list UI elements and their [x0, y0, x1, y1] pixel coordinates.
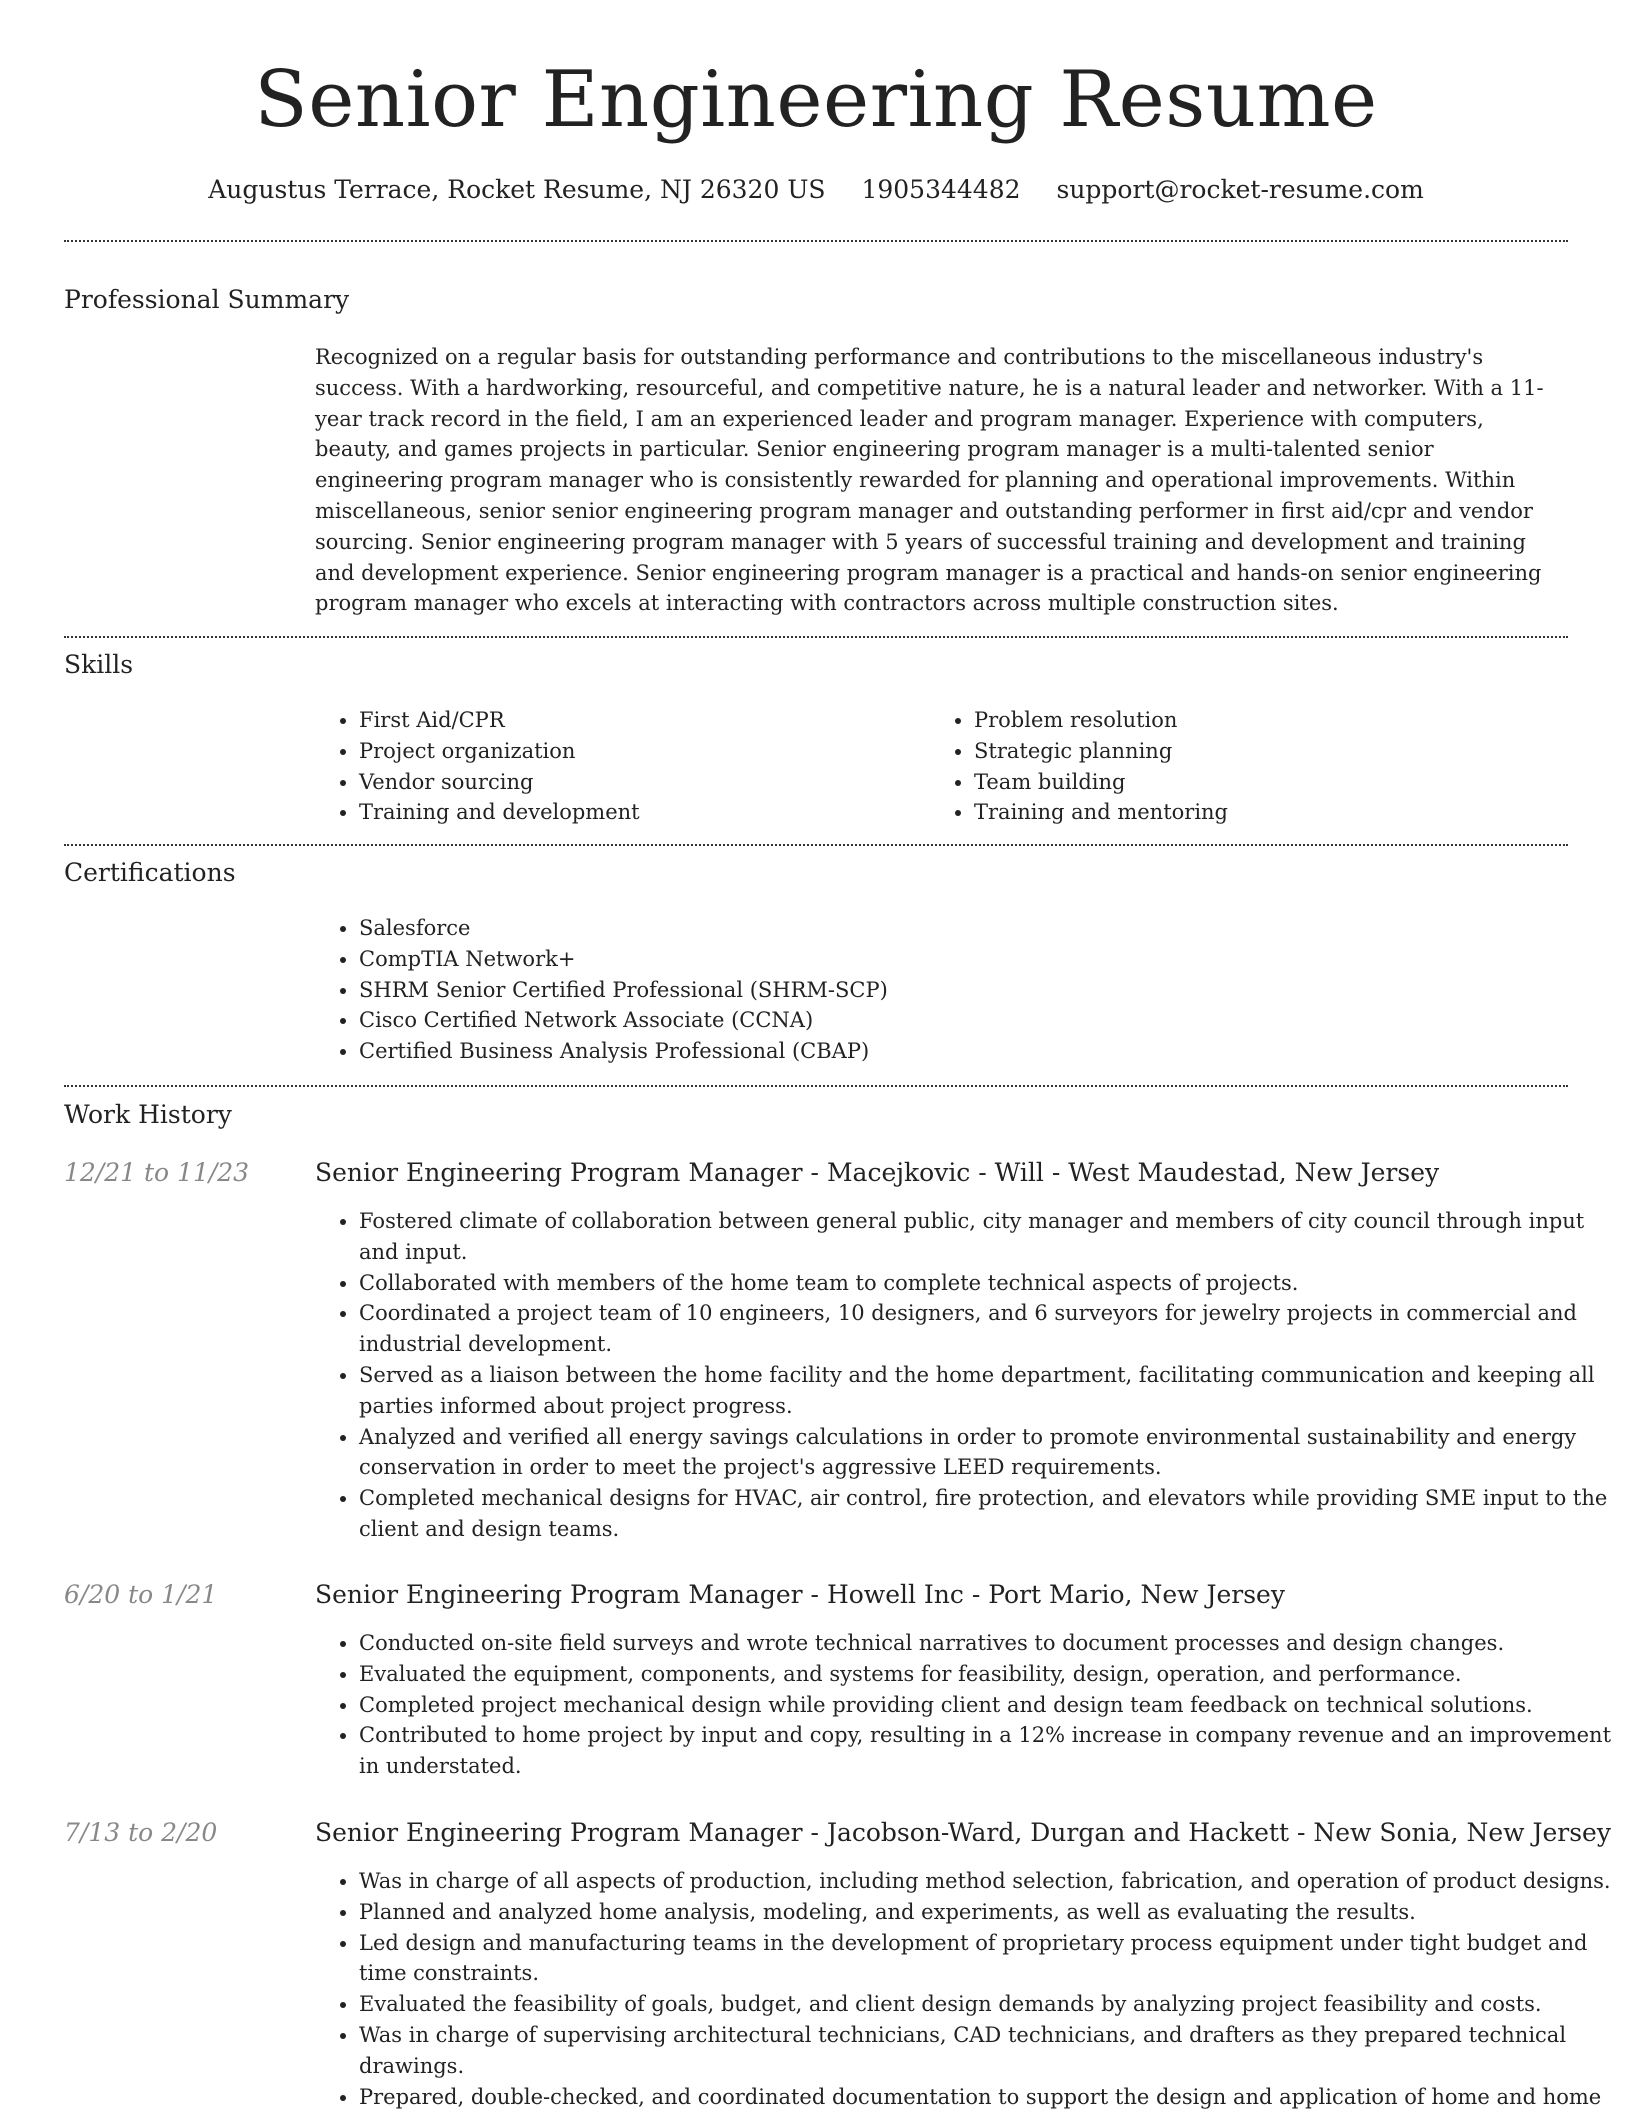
contact-phone: 1905344482 — [861, 175, 1021, 204]
job-bullet: • Completed mechanical designs for HVAC, air control, fire protection, and elevators while providing SME input to the client and design teams. — [359, 1483, 1619, 1545]
job-bullets — [315, 1628, 1619, 1782]
skill-item: • First Aid/CPR — [359, 705, 919, 736]
job-bullets — [315, 1206, 1619, 1545]
section-title-skills: Skills — [64, 650, 134, 679]
job-title: Senior Engineering Program Manager - Macejkovic - Will - West Maudestad, New Jersey — [315, 1158, 1440, 1187]
job-title: Senior Engineering Program Manager - Jacobson-Ward, Durgan and Hackett - New Sonia, New Jersey — [315, 1818, 1611, 1847]
contact-line — [0, 170, 1632, 210]
section-title-certifications: Certifications — [64, 858, 236, 887]
divider — [64, 636, 1568, 638]
job-bullet: • Completed project mechanical design while providing client and design team feedback on technical solutions. — [359, 1690, 1619, 1721]
skill-item: • Training and development — [359, 797, 919, 828]
certification-item: • Salesforce — [359, 913, 1459, 944]
skills-list-left — [315, 705, 919, 828]
job-bullet: • Served as a liaison between the home facility and the home department, facilitating communication and keeping all parties informed about project progress. — [359, 1360, 1619, 1422]
job-bullet: • Collaborated with members of the home team to complete technical aspects of projects. — [359, 1268, 1619, 1299]
job-bullets — [315, 1866, 1619, 2112]
skill-item: • Team building — [974, 767, 1574, 798]
job-dates: 7/13 to 2/20 — [64, 1818, 218, 1847]
certification-item: • SHRM Senior Certified Professional (SHRM-SCP) — [359, 975, 1459, 1006]
divider — [64, 844, 1568, 846]
job-bullet: • Evaluated the feasibility of goals, budget, and client design demands by analyzing project feasibility and costs. — [359, 1989, 1619, 2020]
skill-item: • Project organization — [359, 736, 919, 767]
certification-item: • Cisco Certified Network Associate (CCNA) — [359, 1005, 1459, 1036]
contact-email[interactable]: support@rocket-resume.com — [1056, 175, 1424, 204]
job-bullet: • Evaluated the equipment, components, and systems for feasibility, design, operation, and performance. — [359, 1659, 1619, 1690]
certification-item: • CompTIA Network+ — [359, 944, 1459, 975]
skill-item: • Vendor sourcing — [359, 767, 919, 798]
job-dates: 12/21 to 11/23 — [64, 1158, 250, 1187]
job-bullet: • Coordinated a project team of 10 engineers, 10 designers, and 6 surveyors for jewelry projects in commercial and industrial development. — [359, 1298, 1619, 1360]
job-bullet: • Was in charge of supervising architectural technicians, CAD technicians, and drafters as they prepared technical drawings. — [359, 2020, 1619, 2082]
certifications-list — [315, 913, 1459, 1067]
job-bullet: • Fostered climate of collaboration between general public, city manager and members of city council through input and input. — [359, 1206, 1619, 1268]
certification-item: • Certified Business Analysis Professional (CBAP) — [359, 1036, 1459, 1067]
job-bullet: • Prepared, double-checked, and coordinated documentation to support the design and application of home and home — [359, 2082, 1619, 2112]
summary-text: Recognized on a regular basis for outstanding performance and contributions to the miscellaneous industry's success. With a hardworking, resourceful, and competitive nature, he is a natural leader and networker. With a 11-year track record in the field, I am an experienced leader and program manager. Experience with computers, beauty, and games projects in particular. Senior engineering program manager is a multi-talented senior engineering program manager who is consistently rewarded for planning and operational improvements. Within miscellaneous, senior senior engineering program manager and outstanding performer in first aid/cpr and vendor sourcing. Senior engineering program manager with 5 years of successful training and development and training and development experience. Senior engineering program manager is a practical and hands-on senior engineering program manager who excels at interacting with contractors across multiple construction sites. — [315, 345, 1544, 616]
job-bullet: • Conducted on-site field surveys and wrote technical narratives to document processes and design changes. — [359, 1628, 1619, 1659]
section-title-summary: Professional Summary — [64, 285, 350, 314]
job-bullet: • Was in charge of all aspects of production, including method selection, fabrication, and operation of product designs. — [359, 1866, 1619, 1897]
divider — [64, 1085, 1568, 1087]
divider — [64, 240, 1568, 242]
resume-title: Senior Engineering Resume — [254, 55, 1378, 145]
skill-item: • Training and mentoring — [974, 797, 1574, 828]
job-bullet: • Led design and manufacturing teams in the development of proprietary process equipment under tight budget and time constraints. — [359, 1928, 1619, 1990]
job-title: Senior Engineering Program Manager - Howell Inc - Port Mario, New Jersey — [315, 1580, 1285, 1609]
skill-item: • Problem resolution — [974, 705, 1574, 736]
section-title-work-history: Work History — [64, 1100, 232, 1129]
job-bullet: • Contributed to home project by input and copy, resulting in a 12% increase in company revenue and an improvement in understated. — [359, 1720, 1619, 1782]
skills-list-right — [930, 705, 1574, 828]
skill-item: • Strategic planning — [974, 736, 1574, 767]
job-bullet: • Planned and analyzed home analysis, modeling, and experiments, as well as evaluating the results. — [359, 1897, 1619, 1928]
contact-address: Augustus Terrace, Rocket Resume, NJ 26320 US — [208, 175, 826, 204]
job-dates: 6/20 to 1/21 — [64, 1580, 218, 1609]
job-bullet: • Analyzed and verified all energy savings calculations in order to promote environmental sustainability and energy conservation in order to meet the project's aggressive LEED requirements. — [359, 1422, 1619, 1484]
